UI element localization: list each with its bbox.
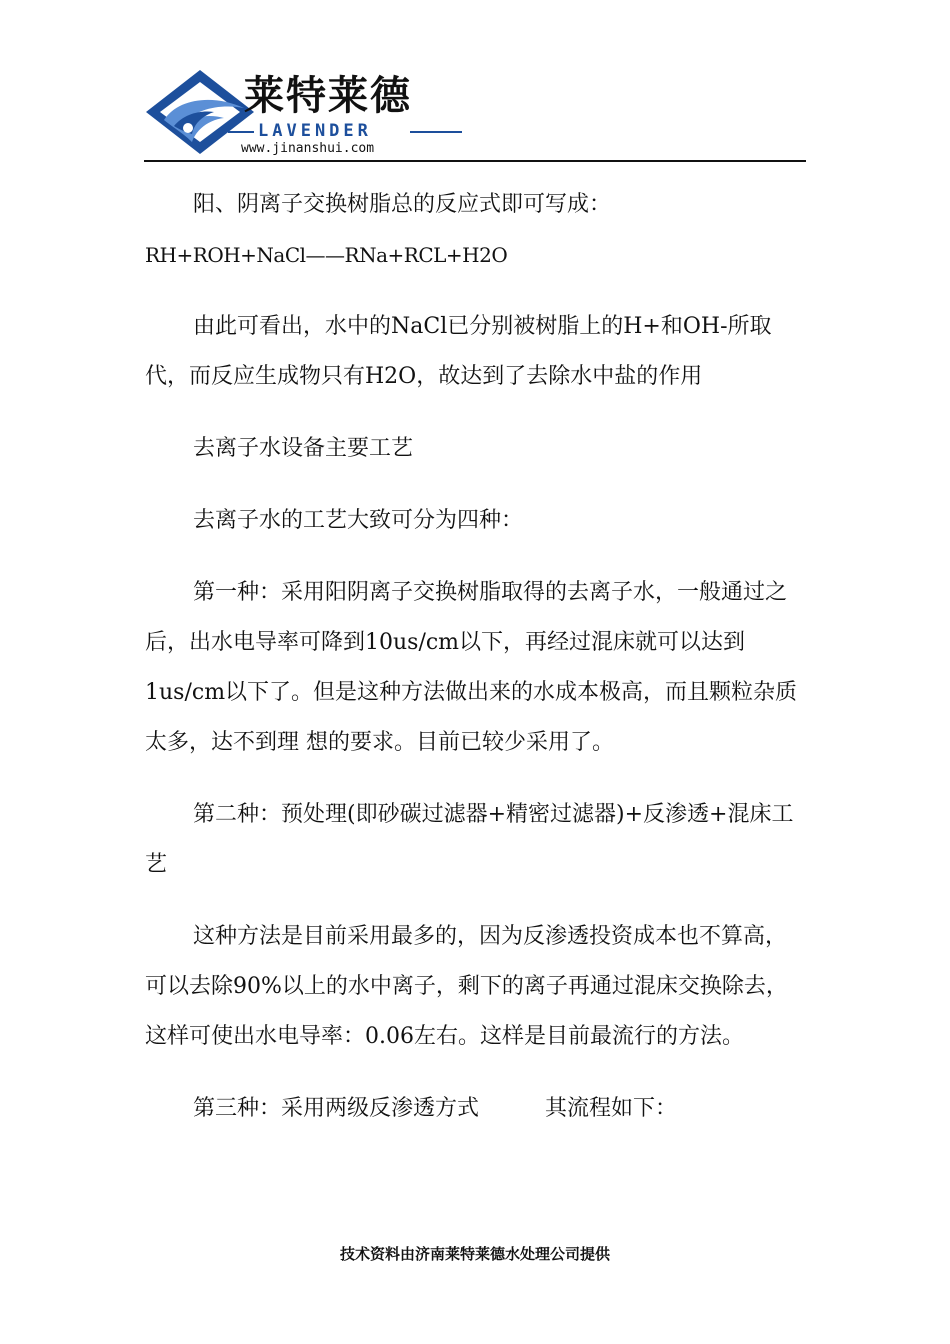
document-body: [145, 180, 805, 1134]
document-header: [144, 64, 806, 164]
section-heading-process: 去离子水设备主要工艺: [193, 436, 414, 461]
brand-name-english: LAVENDER: [258, 121, 372, 141]
paragraph-method-two-detail: 这种方法是目前采用最多的，因为反渗透投资成本也不算高，可以去除90%以上的水中离子，剩下的离子再通过混床交换除去，这样可使出水电导率：0.06左右。这样是目前最流行的方法。: [145, 924, 788, 1049]
paragraph-reaction-intro: 阳、阴离子交换树脂总的反应式即可写成：: [193, 192, 612, 217]
paragraph-method-one: 第一种：采用阳阴离子交换树脂取得的去离子水，一般通过之后，出水电导率可降到10us/cm以下，再经过混床就可以达到1us/cm以下了。但是这种方法做出来的水成本极高，而且颗粒杂质太多，达不到理 想的要求。目前已较少采用了。: [145, 580, 798, 755]
brand-line-left: [228, 131, 254, 133]
brand-english-row: [228, 121, 460, 141]
paragraph-reaction-formula: RH+ROH+NaCl——RNa+RCL+H2O: [145, 243, 508, 267]
document-footer: 技术资料由济南莱特莱德水处理公司提供: [339, 1245, 610, 1263]
paragraph-method-three: 第三种：采用两级反渗透方式 其流程如下：: [193, 1096, 678, 1121]
brand-name-chinese: 莱特莱德: [244, 73, 412, 119]
paragraph-method-two: 第二种：预处理(即砂碳过滤器+精密过滤器)+反渗透+混床工艺: [145, 802, 794, 877]
paragraph-process-intro: 去离子水的工艺大致可分为四种：: [193, 508, 524, 533]
brand-url: www.jinanshui.com: [241, 141, 375, 156]
header-divider: [144, 160, 806, 162]
paragraph-reaction-explanation: 由此可看出，水中的NaCl已分别被树脂上的H+和OH-所取代，而反应生成物只有H2O，故达到了去除水中盐的作用: [145, 314, 772, 389]
brand-line-right: [410, 131, 462, 133]
